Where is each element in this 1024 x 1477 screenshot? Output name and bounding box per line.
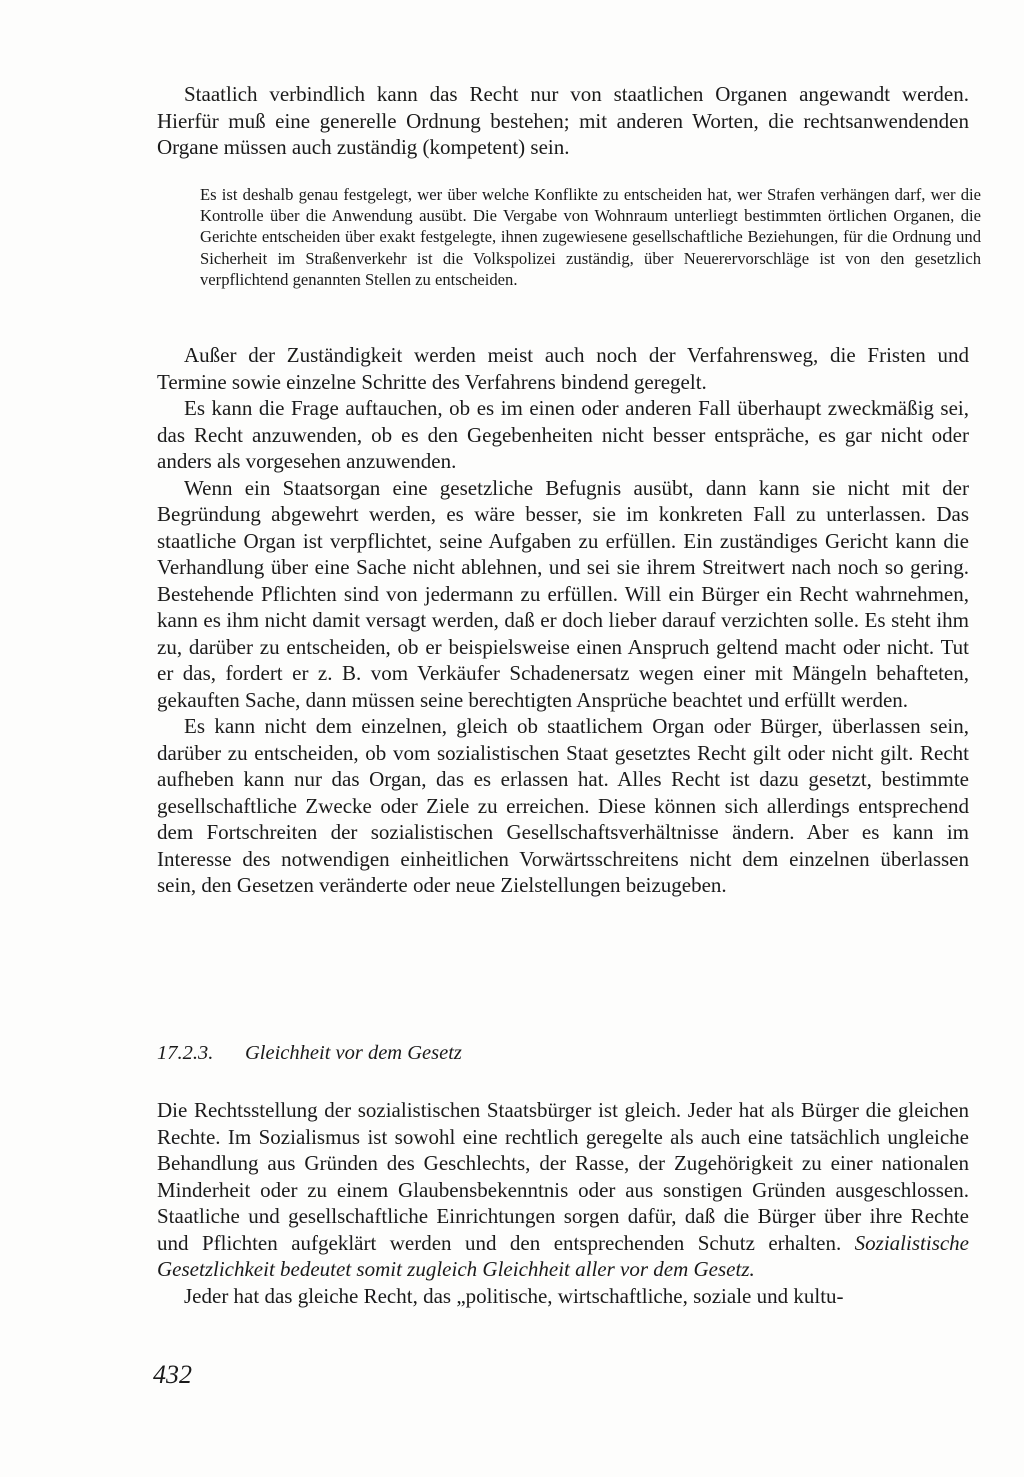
section-heading bbox=[157, 1042, 969, 1065]
section-number: 17.2.3. bbox=[157, 1042, 214, 1064]
paragraph-emphasis: Sozialistische Gesetzlichkeit bedeutet somit zugleich Gleichheit aller vor dem Gesetz. bbox=[157, 1230, 970, 1281]
page-number: 432 bbox=[153, 1360, 192, 1389]
small-print-block bbox=[200, 184, 981, 290]
paragraph: Es kann die Frage auftauchen, ob es im einen oder anderen Fall überhaupt zweckmäßig sei, das Recht anzuwenden, ob es den Gegebenheiten nicht besser entspräche, es gar nicht oder anders als vorgesehen anzuwenden. bbox=[157, 396, 969, 473]
paragraph: Es kann nicht dem einzelnen, gleich ob staatlichem Organ oder Bürger, überlassen sein, darüber zu entscheiden, ob vom sozialistischen Staat gesetztes Recht gilt oder nicht gilt. Recht aufheben kann nur das Organ, das es erlassen hat. Alles Recht ist dazu gesetzt, bestimmte gesellschaftliche Zwecke oder Ziele zu erreichen. Diese können sich allerdings entsprechend dem Fortschreiten der sozialistischen Gesellschaftsverhältnisse ändern. Aber es kann im Interesse des notwendigen einheitlichen Vorwärtsschreitens nicht dem einzelnen überlassen sein, den Gesetzen veränderte oder neue Zielstellungen beizugeben. bbox=[157, 714, 969, 897]
paragraph: Staatlich verbindlich kann das Recht nur von staatlichen Organen angewandt werden. Hierfür muß eine generelle Ordnung bestehen; mit anderen Worten, die rechtsanwendenden Organe müssen auch zuständig (kompetent) sein. bbox=[157, 82, 969, 159]
paragraph: Wenn ein Staatsorgan eine gesetzliche Befugnis ausübt, dann kann sie nicht mit der Begründung abgewehrt werden, es wäre besser, sie im konkreten Fall zu unterlassen. Das staatliche Organ ist verpflichtet, seine Aufgaben zu erfüllen. Ein zuständiges Gericht kann die Verhandlung über eine Sache nicht ablehnen, und sei sie ihrem Streitwert nach noch so gering. Bestehende Pflichten sind von jedermann zu erfüllen. Will ein Bürger ein Recht wahrnehmen, kann es ihm nicht damit versagt werden, daß er doch lieber darauf verzichten solle. Es steht ihm zu, darüber zu entscheiden, ob er beispielsweise einen Anspruch geltend macht oder nicht. Tut er das, fordert er z. B. vom Verkäufer Schadenersatz wegen einer mit Mängeln behafteten, gekauften Sache, dann müssen seine berechtigten Ansprüche beachtet und erfüllt werden. bbox=[157, 475, 969, 712]
paragraph: Jeder hat das gleiche Recht, das „politische, wirtschaftliche, soziale und kultu- bbox=[184, 1283, 844, 1308]
paragraph bbox=[157, 1097, 969, 1283]
paragraph-small: Es ist deshalb genau festgelegt, wer über welche Konflikte zu entscheiden hat, wer Strafen verhängen darf, wer die Kontrolle über die Anwendung ausübt. Die Vergabe von Wohnraum unterliegt bestimmten örtlichen Organen, die Gerichte entscheiden über exakt festgelegte, ihnen zugewiesene gesellschaftliche Beziehungen, für die Ordnung und Sicherheit im Straßenverkehr ist die Volkspolizei zuständig, über Neuerervorschläge ist von den gesetzlich verpflichtend genannten Stellen zu entscheiden. bbox=[200, 185, 981, 289]
text-block-middle bbox=[157, 342, 969, 899]
paragraph: Außer der Zuständigkeit werden meist auch noch der Verfahrensweg, die Fristen und Termine sowie einzelne Schritte des Verfahrens bindend geregelt. bbox=[157, 343, 969, 394]
text-block-section bbox=[157, 1097, 969, 1309]
text-block-top bbox=[157, 81, 969, 161]
section-title: Gleichheit vor dem Gesetz bbox=[245, 1042, 462, 1064]
paragraph-plain: Die Rechtsstellung der sozialistischen Staatsbürger ist gleich. Jeder hat als Bürger die gleichen Rechte. Im Sozialismus ist sowohl eine rechtlich geregelte als auch eine tatsächlich ungleiche Behandlung aus Gründen des Geschlechts, der Rasse, der Zugehörigkeit zu einer nationalen Minderheit oder zu einem Glaubensbekenntnis oder aus sonstigen Gründen ausgeschlossen. Staatliche und gesellschaftliche Einrichtungen sorgen dafür, daß die Bürger über ihre Rechte und Pflichten aufgeklärt werden und den entsprechenden Schutz erhalten. bbox=[157, 1098, 969, 1255]
